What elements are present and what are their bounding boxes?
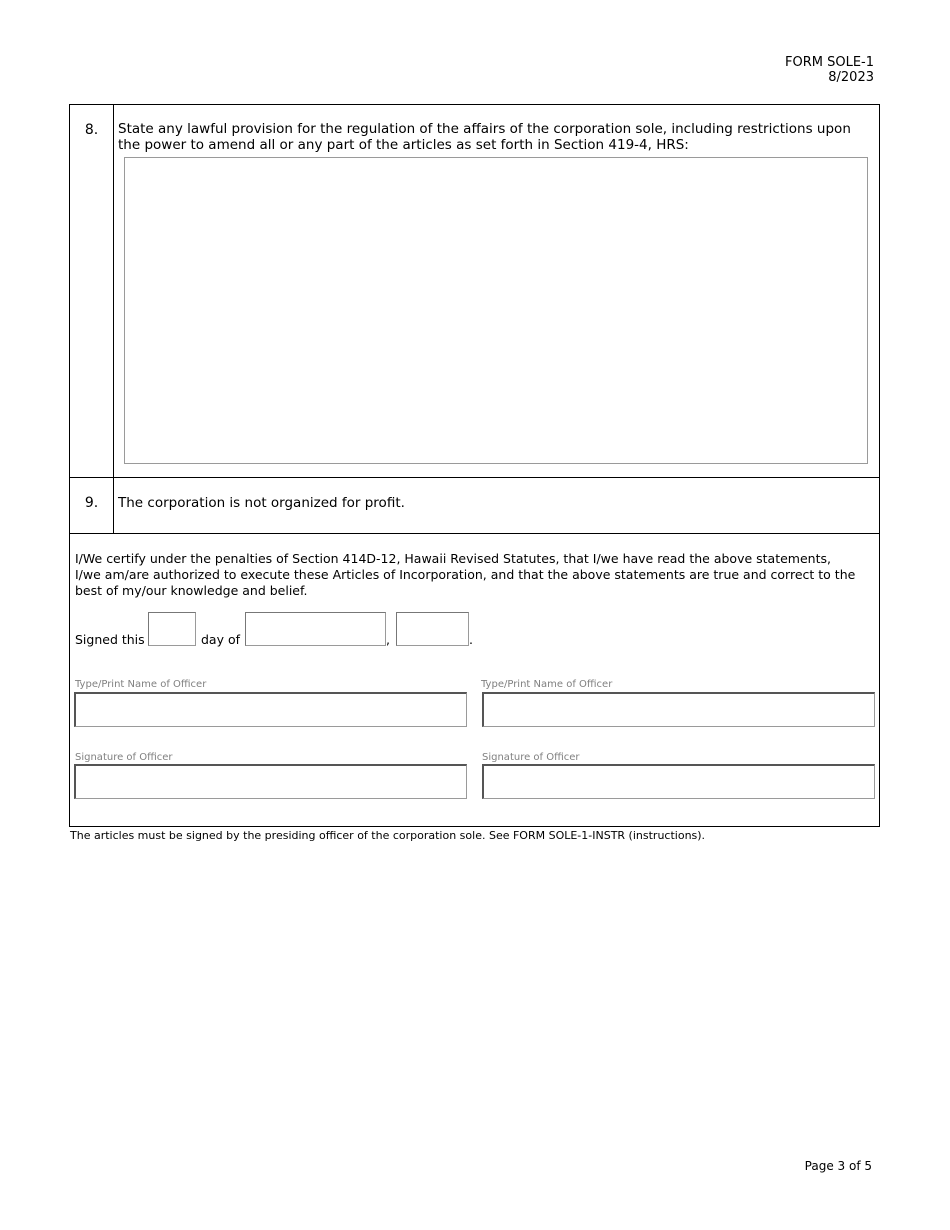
form-name: FORM SOLE-1 [785, 55, 874, 70]
number-column-divider-8 [113, 105, 114, 478]
certification-statement: I/We certify under the penalties of Section 414D-12, Hawaii Revised Statutes, that I/we have read the above statements, I/we am/are authorized to execute these Articles of Incorporation, and that the above statements are true and correct to the best of my/our knowledge and belief. [75, 551, 856, 598]
month-input[interactable] [245, 612, 386, 646]
officer-signature-label-1: Signature of Officer [75, 752, 173, 763]
day-input[interactable] [148, 612, 196, 646]
item-8-number: 8. [84, 122, 99, 138]
item-8-statement: State any lawful provision for the regulation of the affairs of the corporation sole, including restrictions upon the power to amend all or any part of the articles as set forth in Section 419-4, HRS: [118, 121, 851, 153]
officer-name-label-2: Type/Print Name of Officer [481, 679, 613, 690]
number-column-divider-9 [113, 478, 114, 534]
officer-name-input-2[interactable] [482, 692, 875, 727]
divider-line [70, 533, 879, 534]
comma: , [386, 632, 390, 647]
year-input[interactable] [396, 612, 469, 646]
signing-instructions-note: The articles must be signed by the presiding officer of the corporation sole. See FORM SOLE-1-INSTR (instructions). [70, 829, 706, 842]
day-of-label: day of [201, 632, 241, 647]
item-9-number: 9. [84, 495, 99, 511]
form-frame [69, 104, 880, 827]
lawful-provisions-textarea[interactable] [124, 157, 868, 464]
period: . [469, 632, 473, 647]
signed-this-label: Signed this [75, 632, 145, 647]
officer-signature-label-2: Signature of Officer [482, 752, 580, 763]
form-revision-date: 8/2023 [828, 70, 874, 85]
officer-signature-input-2[interactable] [482, 764, 875, 799]
page-number: Page 3 of 5 [804, 1159, 872, 1173]
form-identifier [785, 55, 874, 85]
item-9-statement: The corporation is not organized for profit. [118, 495, 405, 511]
officer-name-label-1: Type/Print Name of Officer [75, 679, 207, 690]
officer-signature-input-1[interactable] [74, 764, 467, 799]
divider-line [70, 477, 879, 478]
officer-name-input-1[interactable] [74, 692, 467, 727]
